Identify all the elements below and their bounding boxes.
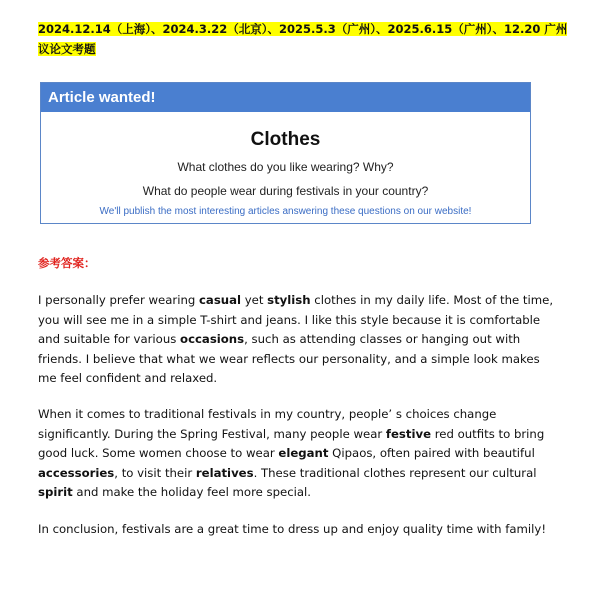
article-prompt-card (40, 82, 531, 224)
text-run: yet (241, 293, 268, 307)
exam-dates-note (38, 19, 568, 59)
keyword-festive: festive (385, 426, 432, 441)
card-question-2: What do people wear during festivals in your country? (142, 184, 429, 198)
exam-dates-highlight: 2024.12.14（上海）、2024.3.22（北京）、2025.5.3（广州）、2025.6.15（广州）、12.20 广州议论文考题 (38, 22, 568, 56)
card-question-1: What clothes do you like wearing? Why? (177, 160, 394, 174)
text-run: , to visit their (114, 465, 196, 480)
text-run: , such as attending classes or hanging out with friends. I believe that what we wear reflects our personality, and a simple look makes me feel confident and relaxed. (38, 332, 540, 385)
card-header: Article wanted! (41, 83, 530, 112)
text-run: Qipaos, often paired with beautiful (328, 446, 535, 460)
card-publish-note: We'll publish the most interesting articles answering these questions on our website! (99, 206, 472, 217)
answer-paragraph-1 (38, 291, 558, 389)
keyword-stylish: stylish (267, 293, 311, 307)
text-run: clothes in my daily life. Most of the time, you will see me in a simple T-shirt and jeans. I like this style because it is comfortable and suitable for various (38, 293, 554, 346)
reference-answer-label: 参考答案： (38, 256, 96, 270)
text-run: red outfits to bring good luck. Some women choose to wear (38, 426, 545, 460)
keyword-occasions: occasions (180, 332, 245, 346)
card-title: Clothes (250, 129, 321, 150)
text-run: . These traditional clothes represent our cultural (253, 465, 537, 480)
keyword-casual: casual (199, 293, 241, 307)
keyword-elegant: elegant (278, 446, 329, 460)
keyword-relatives: relatives (195, 465, 254, 480)
text-run: When it comes to traditional festivals in my country, people’ s choices change significantly. During the Spring Festival, many people wear (38, 407, 497, 441)
text-run: and make the holiday feel more special. (72, 485, 312, 499)
answer-paragraph-3: In conclusion, festivals are a great time to dress up and enjoy quality time with family! (38, 522, 547, 536)
keyword-spirit: spirit (38, 485, 73, 499)
keyword-accessories: accessories (38, 465, 115, 480)
answer-paragraph-2 (38, 405, 558, 503)
text-run: I personally prefer wearing (38, 293, 199, 307)
